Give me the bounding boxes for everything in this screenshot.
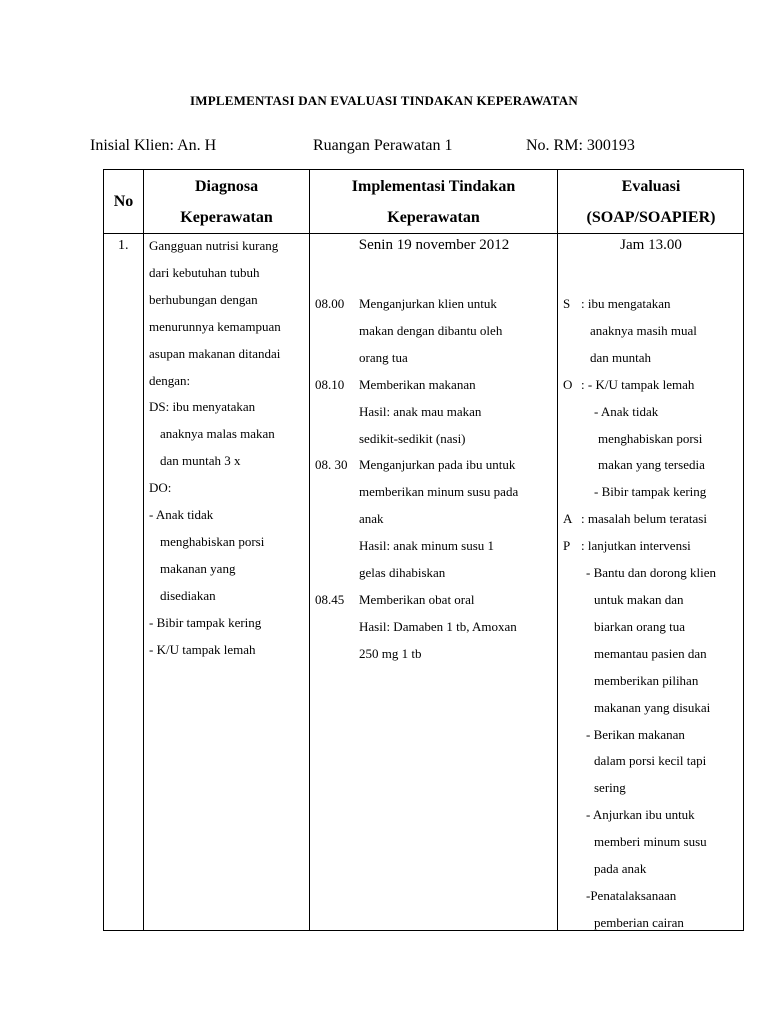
header-diagnosa bbox=[144, 170, 309, 233]
impl-time: 08. 30 bbox=[315, 457, 348, 473]
diagnosa-line: - Anak tidak bbox=[149, 507, 214, 523]
diagnosa-cell bbox=[149, 233, 309, 664]
eval-key: P bbox=[563, 538, 571, 554]
impl-entry bbox=[315, 372, 555, 399]
eval-text: makanan yang disukai bbox=[594, 699, 711, 715]
column-divider bbox=[143, 170, 144, 930]
impl-entry bbox=[315, 452, 555, 479]
eval-text: - Bantu dan dorong klien bbox=[586, 565, 716, 581]
eval-text: memberi minum susu bbox=[594, 834, 707, 850]
implementation-date: Senin 19 november 2012 bbox=[358, 237, 510, 253]
eval-text: - Anak tidak bbox=[594, 403, 659, 419]
eval-text: : - K/U tampak lemah bbox=[581, 376, 695, 392]
header-eval-line2: (SOAP/SOAPIER) bbox=[586, 208, 716, 226]
impl-text: Menganjurkan klien untuk bbox=[359, 296, 497, 311]
diagnosa-line: - Bibir tampak kering bbox=[149, 614, 262, 630]
impl-text: anak bbox=[359, 511, 384, 527]
diagnosa-line: anaknya malas makan bbox=[160, 426, 275, 442]
eval-text: biarkan orang tua bbox=[594, 618, 685, 634]
diagnosa-line: dengan: bbox=[149, 372, 191, 388]
eval-text: makan yang tersedia bbox=[598, 457, 705, 473]
eval-text: : masalah belum teratasi bbox=[581, 511, 707, 527]
eval-a bbox=[563, 506, 743, 533]
diagnosa-line: dan muntah 3 x bbox=[160, 453, 241, 469]
eval-text: memantau pasien dan bbox=[594, 645, 707, 661]
impl-time: 08.10 bbox=[315, 376, 345, 392]
eval-key: O bbox=[563, 376, 573, 392]
impl-text: Memberikan makanan bbox=[359, 376, 476, 392]
evaluasi-cell bbox=[563, 291, 743, 937]
impl-text: Memberikan obat oral bbox=[359, 591, 475, 607]
diagnosa-line: DS: ibu menyatakan bbox=[149, 399, 256, 415]
eval-text: memberikan pilihan bbox=[594, 672, 699, 688]
impl-text: memberikan minum susu pada bbox=[359, 484, 519, 500]
header-diagnosa-line2: Keperawatan bbox=[180, 208, 273, 226]
impl-result: Hasil: anak minum susu 1 bbox=[359, 538, 495, 554]
evaluation-time: Jam 13.00 bbox=[620, 237, 682, 253]
diagnosa-line: DO: bbox=[149, 480, 172, 496]
diagnosa-line: Gangguan nutrisi kurang bbox=[149, 238, 279, 253]
eval-text: pemberian cairan bbox=[594, 914, 684, 930]
header-diagnosa-line1: Diagnosa bbox=[194, 177, 259, 195]
eval-text: -Penatalaksanaan bbox=[586, 887, 677, 903]
diagnosa-line: makanan yang bbox=[160, 560, 236, 576]
implementasi-cell bbox=[315, 291, 555, 668]
medical-record-number: No. RM: 300193 bbox=[526, 137, 635, 154]
row-number: 1. bbox=[118, 238, 129, 253]
impl-result: 250 mg 1 tb bbox=[359, 645, 422, 661]
diagnosa-line: menurunnya kemampuan bbox=[149, 318, 281, 334]
client-initial: Inisial Klien: An. H bbox=[90, 137, 217, 154]
eval-key: S bbox=[563, 296, 571, 311]
impl-entry bbox=[315, 291, 555, 318]
eval-key: A bbox=[563, 511, 573, 527]
document-title: IMPLEMENTASI DAN EVALUASI TINDAKAN KEPERAWATAN bbox=[190, 93, 578, 108]
impl-result: Hasil: Damaben 1 tb, Amoxan bbox=[359, 618, 517, 634]
header-implementasi bbox=[310, 170, 557, 233]
eval-text: untuk makan dan bbox=[594, 591, 684, 607]
impl-time: 08.45 bbox=[315, 591, 345, 607]
eval-text: - Berikan makanan bbox=[586, 726, 685, 742]
diagnosa-line: - K/U tampak lemah bbox=[149, 641, 256, 657]
impl-text: orang tua bbox=[359, 349, 408, 365]
eval-text: pada anak bbox=[594, 861, 647, 877]
impl-result: Hasil: anak mau makan bbox=[359, 403, 482, 419]
impl-text: makan dengan dibantu oleh bbox=[359, 322, 503, 338]
eval-text: anaknya masih mual bbox=[590, 322, 697, 338]
column-divider bbox=[309, 170, 310, 930]
header-impl-line1: Implementasi Tindakan bbox=[351, 177, 516, 195]
diagnosa-line: berhubungan dengan bbox=[149, 291, 258, 307]
eval-p bbox=[563, 533, 743, 560]
impl-result: gelas dihabiskan bbox=[359, 565, 446, 581]
eval-text: - Anjurkan ibu untuk bbox=[586, 807, 695, 823]
nursing-table bbox=[103, 169, 744, 931]
eval-text: dan muntah bbox=[590, 349, 652, 365]
diagnosa-line: disediakan bbox=[160, 587, 216, 603]
header-impl-line2: Keperawatan bbox=[387, 208, 480, 226]
header-no bbox=[104, 170, 143, 233]
care-room: Ruangan Perawatan 1 bbox=[313, 137, 453, 154]
eval-text: menghabiskan porsi bbox=[598, 430, 703, 446]
eval-o bbox=[563, 372, 743, 399]
header-evaluasi bbox=[558, 170, 744, 233]
diagnosa-line: asupan makanan ditandai bbox=[149, 345, 281, 361]
eval-text: : ibu mengatakan bbox=[581, 296, 671, 311]
diagnosa-line: dari kebutuhan tubuh bbox=[149, 264, 260, 280]
eval-text: dalam porsi kecil tapi bbox=[594, 753, 707, 769]
diagnosa-line: menghabiskan porsi bbox=[160, 533, 265, 549]
impl-time: 08.00 bbox=[315, 296, 345, 311]
eval-text: sering bbox=[594, 780, 626, 796]
eval-s bbox=[563, 291, 743, 318]
impl-entry bbox=[315, 587, 555, 614]
column-divider bbox=[557, 170, 558, 930]
impl-result: sedikit-sedikit (nasi) bbox=[359, 430, 466, 446]
header-eval-line1: Evaluasi bbox=[621, 177, 681, 195]
header-no-label: No bbox=[113, 193, 134, 210]
eval-text: - Bibir tampak kering bbox=[594, 484, 707, 500]
impl-text: Menganjurkan pada ibu untuk bbox=[359, 457, 516, 473]
eval-text: : lanjutkan intervensi bbox=[581, 538, 691, 554]
